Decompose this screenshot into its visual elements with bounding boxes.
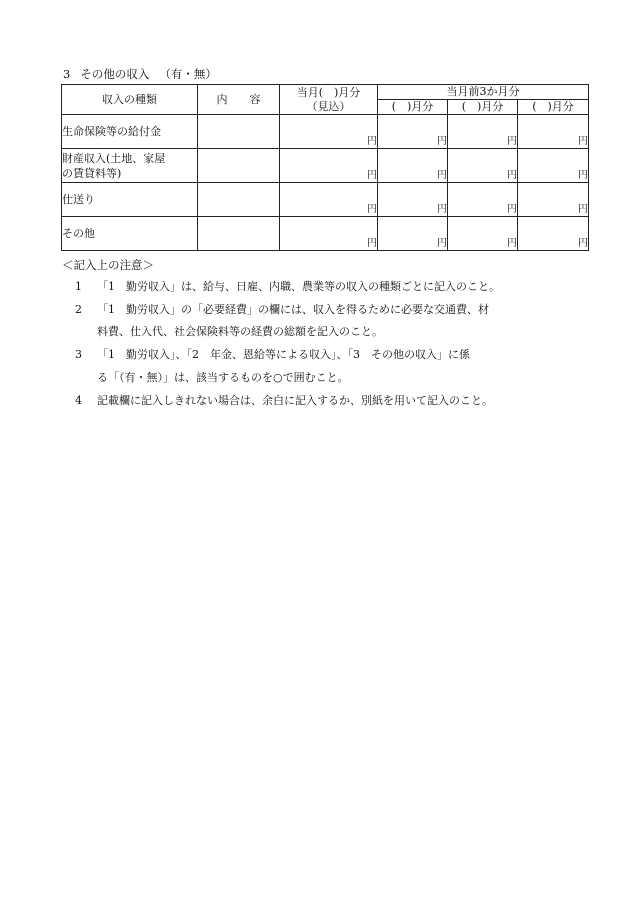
note-item-4 — [75, 394, 493, 408]
note-text: 「1 勤労収入」、「2 年金、恩給等による収入」、「3 その他の収入」に係 — [97, 348, 470, 361]
yen-unit: 円 — [437, 136, 447, 147]
row-label: その他 — [62, 217, 198, 251]
yen-unit: 円 — [578, 204, 589, 215]
content-cell[interactable] — [198, 217, 280, 251]
yen-unit: 円 — [437, 238, 447, 249]
amount-cell[interactable] — [280, 115, 378, 149]
note-item-3-continued: る「（有・無）」は、該当するものを○で囲むこと。 — [97, 371, 349, 384]
yen-unit: 円 — [367, 238, 377, 249]
amount-cell[interactable] — [378, 217, 448, 251]
table-row — [62, 183, 589, 217]
note-number: 4 — [75, 394, 82, 407]
header-current-month-line2: （見込） — [306, 99, 351, 113]
note-item-2 — [75, 303, 489, 317]
row-label-line2: の賃貸料等) — [62, 166, 122, 180]
header-content: 内 容 — [198, 85, 280, 115]
amount-cell[interactable] — [518, 149, 589, 183]
yen-unit: 円 — [367, 136, 377, 147]
note-item-1 — [75, 280, 500, 294]
header-prev-month-1: ( )月分 — [378, 100, 448, 115]
yen-unit: 円 — [578, 238, 589, 249]
yen-unit: 円 — [437, 204, 447, 215]
note-text: 記載欄に記入しきれない場合は、余白に記入するか、別紙を用いて記入のこと。 — [97, 394, 493, 407]
header-prev-month-3: ( )月分 — [518, 100, 589, 115]
amount-cell[interactable] — [280, 183, 378, 217]
yen-unit: 円 — [507, 170, 517, 181]
amount-cell[interactable] — [378, 115, 448, 149]
amount-cell[interactable] — [448, 217, 518, 251]
amount-cell[interactable] — [280, 217, 378, 251]
row-label: 仕送り — [62, 183, 198, 217]
yen-unit: 円 — [367, 204, 377, 215]
other-income-table — [61, 84, 589, 251]
row-label: 生命保険等の給付金 — [62, 115, 198, 149]
yen-unit: 円 — [507, 204, 517, 215]
amount-cell[interactable] — [280, 149, 378, 183]
header-prev-month-2: ( )月分 — [448, 100, 518, 115]
amount-cell[interactable] — [448, 115, 518, 149]
content-cell[interactable] — [198, 115, 280, 149]
note-text: 「1 勤労収入」の「必要経費」の欄には、収入を得るために必要な交通費、材 — [97, 303, 489, 316]
note-item-2-continued: 料費、仕入代、社会保険料等の経費の総額を記入のこと。 — [97, 325, 383, 338]
notes-heading: ＜記入上の注意＞ — [62, 258, 154, 272]
amount-cell[interactable] — [518, 217, 589, 251]
yen-unit: 円 — [367, 170, 377, 181]
amount-cell[interactable] — [378, 183, 448, 217]
table-row — [62, 149, 589, 183]
header-current-month — [280, 85, 378, 115]
row-label — [62, 149, 198, 183]
amount-cell[interactable] — [448, 149, 518, 183]
note-number: 2 — [75, 303, 82, 316]
content-cell[interactable] — [198, 183, 280, 217]
yen-unit: 円 — [507, 238, 517, 249]
note-number: 3 — [75, 348, 82, 361]
section-title-text: その他の収入 — [80, 67, 150, 81]
amount-cell[interactable] — [378, 149, 448, 183]
note-number: 1 — [75, 280, 82, 293]
row-label-line1: 財産収入(土地、家屋 — [62, 151, 166, 165]
section-number: 3 — [63, 67, 71, 81]
note-text: 「1 勤労収入」は、給与、日雇、内職、農業等の収入の種類ごとに記入のこと。 — [97, 280, 500, 293]
section-title — [63, 66, 217, 82]
yen-unit: 円 — [578, 136, 589, 147]
header-current-month-line1: 当月( )月分 — [296, 85, 361, 99]
header-prev3: 当月前3か月分 — [378, 85, 589, 100]
content-cell[interactable] — [198, 149, 280, 183]
table-row — [62, 217, 589, 251]
header-income-type: 収入の種類 — [62, 85, 198, 115]
note-item-3 — [75, 348, 470, 362]
table-row — [62, 115, 589, 149]
amount-cell[interactable] — [518, 115, 589, 149]
yen-unit: 円 — [437, 170, 447, 181]
section-option[interactable]: （有・無） — [159, 67, 217, 81]
yen-unit: 円 — [578, 170, 589, 181]
amount-cell[interactable] — [448, 183, 518, 217]
amount-cell[interactable] — [518, 183, 589, 217]
yen-unit: 円 — [507, 136, 517, 147]
